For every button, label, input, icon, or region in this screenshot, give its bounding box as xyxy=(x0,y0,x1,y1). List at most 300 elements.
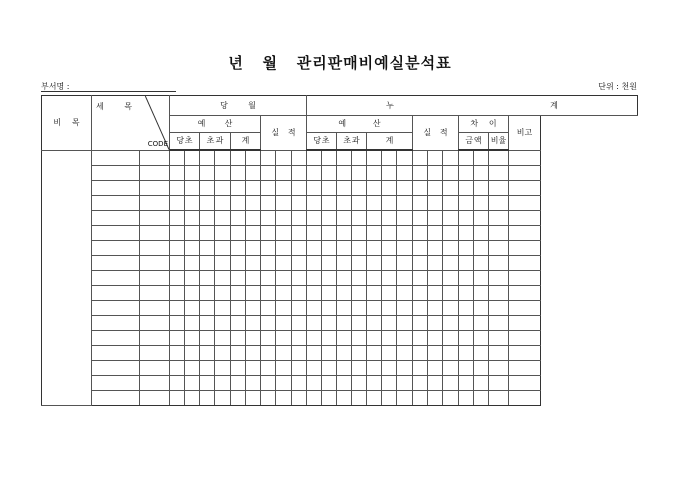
table-cell xyxy=(276,150,292,166)
table-cell xyxy=(185,211,200,226)
table-cell xyxy=(170,301,185,316)
table-cell xyxy=(443,241,459,256)
table-cell xyxy=(185,376,200,391)
table-cell xyxy=(231,271,246,286)
table-cell xyxy=(215,271,231,286)
table-cell xyxy=(215,316,231,331)
table-cell xyxy=(352,316,367,331)
table-cell xyxy=(215,211,231,226)
table-cell xyxy=(489,346,509,361)
table-cell xyxy=(382,256,397,271)
table-cell xyxy=(459,256,474,271)
table-cell xyxy=(215,361,231,376)
table-cell xyxy=(140,271,170,286)
table-cell xyxy=(276,286,292,301)
table-cell xyxy=(185,241,200,256)
table-cell xyxy=(397,376,413,391)
table-cell xyxy=(459,181,474,196)
table-cell xyxy=(261,166,276,181)
table-cell xyxy=(307,150,322,166)
table-cell xyxy=(170,271,185,286)
table-cell xyxy=(352,346,367,361)
header-nugye-siljeok: 실 적 xyxy=(413,116,459,151)
table-cell xyxy=(276,226,292,241)
table-cell xyxy=(397,316,413,331)
table-cell xyxy=(428,196,443,211)
table-cell xyxy=(292,376,307,391)
table-cell xyxy=(246,226,261,241)
table-cell xyxy=(92,316,140,331)
header-bimok: 비 목 xyxy=(42,96,92,151)
table-cell xyxy=(140,181,170,196)
table-cell xyxy=(382,346,397,361)
table-cell xyxy=(261,301,276,316)
table-cell xyxy=(246,391,261,406)
table-cell xyxy=(397,286,413,301)
table-cell xyxy=(443,256,459,271)
table-cell xyxy=(509,271,541,286)
table-cell xyxy=(474,256,489,271)
table-cell xyxy=(200,376,215,391)
table-cell xyxy=(489,361,509,376)
table-cell xyxy=(322,271,337,286)
table-cell xyxy=(367,226,382,241)
table-cell xyxy=(322,150,337,166)
table-cell xyxy=(292,361,307,376)
table-cell xyxy=(367,241,382,256)
table-cell xyxy=(397,226,413,241)
table-cell xyxy=(428,256,443,271)
department-underline xyxy=(41,91,176,92)
table-cell xyxy=(322,391,337,406)
table-cell xyxy=(200,150,215,166)
table-cell xyxy=(382,316,397,331)
header-dangwol: 당 월 xyxy=(170,96,307,116)
table-cell xyxy=(352,181,367,196)
table-cell xyxy=(397,211,413,226)
table-cell xyxy=(200,241,215,256)
table-cell xyxy=(292,150,307,166)
header-nugye-dangcho: 당 초 xyxy=(307,133,337,151)
table-cell xyxy=(215,150,231,166)
table-cell xyxy=(474,271,489,286)
table-cell xyxy=(443,196,459,211)
table-cell xyxy=(92,256,140,271)
table-cell xyxy=(261,256,276,271)
table-cell xyxy=(443,331,459,346)
table-cell xyxy=(292,331,307,346)
table-cell xyxy=(215,256,231,271)
header-chai: 차 이 xyxy=(459,116,509,133)
table-cell xyxy=(352,361,367,376)
table-cell xyxy=(185,391,200,406)
table-cell xyxy=(276,271,292,286)
table-cell xyxy=(261,331,276,346)
table-row xyxy=(42,196,638,211)
table-cell xyxy=(307,301,322,316)
table-cell xyxy=(92,211,140,226)
table-cell xyxy=(200,211,215,226)
table-cell xyxy=(459,271,474,286)
table-cell xyxy=(231,376,246,391)
table-cell xyxy=(509,361,541,376)
table-cell xyxy=(261,316,276,331)
table-cell xyxy=(231,361,246,376)
table-cell xyxy=(170,196,185,211)
table-cell xyxy=(246,316,261,331)
table-cell xyxy=(397,196,413,211)
table-cell xyxy=(397,346,413,361)
table-cell xyxy=(489,226,509,241)
table-cell xyxy=(231,286,246,301)
table-cell xyxy=(246,271,261,286)
table-cell xyxy=(337,241,352,256)
table-cell xyxy=(307,256,322,271)
table-row xyxy=(42,316,638,331)
table-cell xyxy=(352,196,367,211)
table-cell xyxy=(413,150,428,166)
table-cell xyxy=(215,376,231,391)
table-cell xyxy=(292,181,307,196)
table-cell xyxy=(170,316,185,331)
table-cell xyxy=(509,301,541,316)
table-cell xyxy=(413,316,428,331)
table-row xyxy=(42,301,638,316)
table-cell xyxy=(489,331,509,346)
table-cell xyxy=(322,301,337,316)
table-cell xyxy=(292,211,307,226)
table-body xyxy=(42,150,638,406)
table-cell xyxy=(185,331,200,346)
table-cell xyxy=(459,211,474,226)
table-cell xyxy=(428,361,443,376)
table-cell xyxy=(307,181,322,196)
table-cell xyxy=(170,376,185,391)
table-cell xyxy=(231,256,246,271)
table-cell xyxy=(413,331,428,346)
table-cell xyxy=(246,196,261,211)
table-cell xyxy=(92,286,140,301)
table-cell xyxy=(474,331,489,346)
table-cell xyxy=(246,301,261,316)
table-cell xyxy=(489,271,509,286)
table-cell xyxy=(140,316,170,331)
table-cell xyxy=(413,211,428,226)
table-row xyxy=(42,361,638,376)
table-cell xyxy=(140,150,170,166)
table-cell xyxy=(92,376,140,391)
table-cell xyxy=(367,196,382,211)
table-cell xyxy=(367,181,382,196)
table-cell xyxy=(140,391,170,406)
table-cell xyxy=(459,226,474,241)
table-cell xyxy=(276,361,292,376)
table-cell xyxy=(367,271,382,286)
table-cell xyxy=(509,226,541,241)
table-cell xyxy=(459,346,474,361)
table-cell xyxy=(231,181,246,196)
table-cell xyxy=(367,391,382,406)
header-dangwol-gye: 계 xyxy=(231,133,261,151)
table-cell xyxy=(413,301,428,316)
table-cell xyxy=(276,196,292,211)
table-cell xyxy=(459,361,474,376)
table-cell xyxy=(322,166,337,181)
table-cell xyxy=(276,301,292,316)
table-cell xyxy=(200,286,215,301)
table-cell xyxy=(443,376,459,391)
header-geumaek: 금 액 xyxy=(459,133,489,151)
table-cell xyxy=(307,376,322,391)
table-cell xyxy=(170,226,185,241)
table-cell xyxy=(367,331,382,346)
table-cell xyxy=(489,316,509,331)
table-cell xyxy=(246,181,261,196)
table-cell xyxy=(443,391,459,406)
table-cell xyxy=(382,181,397,196)
table-cell xyxy=(185,346,200,361)
table-cell xyxy=(246,166,261,181)
table-cell xyxy=(170,331,185,346)
table-cell xyxy=(352,331,367,346)
table-cell xyxy=(474,211,489,226)
unit-label: 단위 : 천원 xyxy=(598,82,637,91)
table-cell xyxy=(459,150,474,166)
table-cell xyxy=(292,226,307,241)
page-title: 년 월 관리판매비예실분석표 xyxy=(228,54,452,72)
header-semok: 세 목 xyxy=(96,102,141,111)
table-cell xyxy=(185,150,200,166)
table-cell xyxy=(276,391,292,406)
table-cell xyxy=(428,181,443,196)
table-row xyxy=(42,211,638,226)
table-cell xyxy=(367,361,382,376)
table-cell xyxy=(413,346,428,361)
table-cell xyxy=(200,271,215,286)
table-cell xyxy=(215,286,231,301)
table-cell xyxy=(261,150,276,166)
table-cell xyxy=(443,286,459,301)
table-cell xyxy=(307,211,322,226)
table-cell xyxy=(459,286,474,301)
table-cell xyxy=(92,226,140,241)
table-cell xyxy=(322,286,337,301)
table-cell xyxy=(474,150,489,166)
budget-analysis-table xyxy=(41,95,638,406)
table-cell xyxy=(246,286,261,301)
table-cell xyxy=(382,241,397,256)
table-cell xyxy=(397,256,413,271)
table-cell xyxy=(322,196,337,211)
table-cell xyxy=(307,226,322,241)
table-cell xyxy=(200,391,215,406)
table-cell xyxy=(397,241,413,256)
table-cell xyxy=(474,196,489,211)
header-code: CODE xyxy=(147,139,168,148)
table-cell xyxy=(307,391,322,406)
table-cell xyxy=(261,391,276,406)
table-cell xyxy=(474,301,489,316)
table-cell xyxy=(397,181,413,196)
table-cell xyxy=(413,391,428,406)
table-cell xyxy=(185,301,200,316)
table-cell xyxy=(200,301,215,316)
table-cell xyxy=(246,241,261,256)
table-cell xyxy=(276,241,292,256)
table-cell xyxy=(459,196,474,211)
table-cell xyxy=(170,150,185,166)
table-cell xyxy=(352,286,367,301)
table-cell xyxy=(509,391,541,406)
table-cell xyxy=(443,361,459,376)
table-cell xyxy=(92,196,140,211)
table-cell xyxy=(231,211,246,226)
table-cell xyxy=(140,286,170,301)
table-cell xyxy=(474,166,489,181)
table-cell xyxy=(231,316,246,331)
table-cell xyxy=(443,346,459,361)
table-cell xyxy=(292,256,307,271)
table-cell xyxy=(307,286,322,301)
table-cell xyxy=(215,331,231,346)
table-cell xyxy=(231,301,246,316)
table-cell xyxy=(185,256,200,271)
table-cell xyxy=(337,181,352,196)
table-cell xyxy=(474,181,489,196)
table-cell xyxy=(509,181,541,196)
table-cell xyxy=(397,301,413,316)
table-cell xyxy=(170,211,185,226)
table-cell xyxy=(352,391,367,406)
table-cell xyxy=(292,316,307,331)
table-row xyxy=(42,391,638,406)
table-cell xyxy=(246,376,261,391)
table-cell xyxy=(307,361,322,376)
table-cell xyxy=(215,301,231,316)
table-cell xyxy=(413,256,428,271)
table-cell xyxy=(276,211,292,226)
table-cell xyxy=(509,286,541,301)
table-cell xyxy=(200,316,215,331)
table-cell xyxy=(261,196,276,211)
table-cell xyxy=(459,301,474,316)
table-cell xyxy=(352,226,367,241)
table-cell xyxy=(413,361,428,376)
table-cell xyxy=(337,166,352,181)
table-cell xyxy=(382,211,397,226)
table-cell xyxy=(140,376,170,391)
table-cell xyxy=(443,316,459,331)
header-bigo: 비고 xyxy=(509,116,541,151)
table-cell xyxy=(337,376,352,391)
table-cell xyxy=(322,211,337,226)
table-cell xyxy=(337,316,352,331)
table-row xyxy=(42,181,638,196)
table-cell xyxy=(185,286,200,301)
header-nugye-chogwa: 초 과 xyxy=(337,133,367,151)
table-cell xyxy=(200,256,215,271)
table-cell xyxy=(170,361,185,376)
table-cell xyxy=(215,391,231,406)
table-cell xyxy=(382,150,397,166)
table-cell xyxy=(367,286,382,301)
table-cell xyxy=(140,241,170,256)
table-cell xyxy=(459,391,474,406)
table-cell xyxy=(382,196,397,211)
table-cell xyxy=(367,150,382,166)
table-cell xyxy=(367,316,382,331)
table-cell xyxy=(322,346,337,361)
table-cell xyxy=(215,181,231,196)
table-cell xyxy=(428,241,443,256)
table-cell xyxy=(382,301,397,316)
table-cell xyxy=(443,150,459,166)
table-cell xyxy=(337,150,352,166)
table-cell xyxy=(292,271,307,286)
table-cell xyxy=(92,271,140,286)
table-cell xyxy=(292,286,307,301)
table-cell xyxy=(459,331,474,346)
table-cell xyxy=(231,196,246,211)
table-cell xyxy=(292,391,307,406)
table-cell xyxy=(200,346,215,361)
table-cell xyxy=(261,241,276,256)
table-cell xyxy=(307,331,322,346)
table-cell xyxy=(489,196,509,211)
table-cell xyxy=(428,316,443,331)
table-cell xyxy=(246,331,261,346)
table-cell xyxy=(307,271,322,286)
table-cell xyxy=(382,271,397,286)
header-nugye-gye: 계 xyxy=(367,133,413,151)
table-cell xyxy=(337,331,352,346)
table-cell xyxy=(276,346,292,361)
table-cell xyxy=(92,166,140,181)
table-cell xyxy=(474,391,489,406)
table-cell xyxy=(307,316,322,331)
table-cell xyxy=(276,331,292,346)
table-cell xyxy=(428,271,443,286)
table-cell xyxy=(261,286,276,301)
table-cell xyxy=(428,346,443,361)
table-cell xyxy=(428,226,443,241)
table-cell xyxy=(307,196,322,211)
table-cell xyxy=(474,346,489,361)
table-cell xyxy=(352,211,367,226)
table-cell xyxy=(489,301,509,316)
table-cell xyxy=(489,181,509,196)
table-cell xyxy=(397,331,413,346)
table-cell xyxy=(367,301,382,316)
table-cell xyxy=(322,331,337,346)
table-cell xyxy=(474,376,489,391)
table-row xyxy=(42,271,638,286)
table-cell xyxy=(509,196,541,211)
table-cell xyxy=(215,196,231,211)
table-cell xyxy=(337,346,352,361)
table-cell xyxy=(489,376,509,391)
table-cell xyxy=(509,376,541,391)
table-cell xyxy=(509,316,541,331)
table-cell xyxy=(292,166,307,181)
table-cell xyxy=(231,241,246,256)
table-cell xyxy=(489,150,509,166)
table-cell xyxy=(276,256,292,271)
table-cell xyxy=(92,241,140,256)
table-cell xyxy=(92,361,140,376)
table-cell xyxy=(322,181,337,196)
table-cell xyxy=(352,150,367,166)
